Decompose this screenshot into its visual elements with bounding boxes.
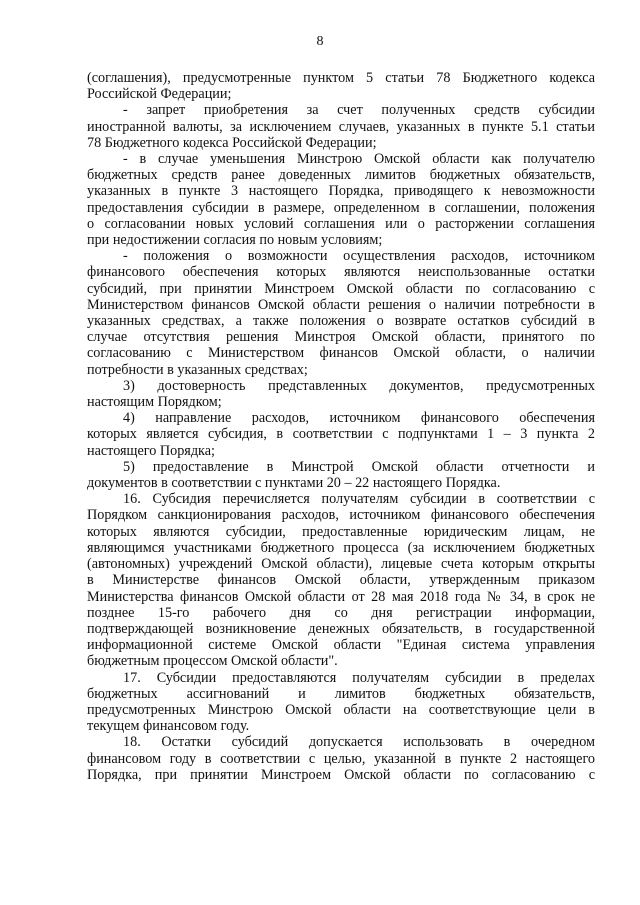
text-line: о согласовании новых условий соглашения или о расторжении соглашения: [87, 215, 595, 232]
text-line: иностранной валюты, за исключением случаев, указанных в пункте 5.1 статьи: [87, 118, 595, 135]
text-line: Порядком санкционирования расходов, источником финансового обеспечения: [87, 507, 595, 524]
text-line: являющимся участниками бюджетного процесса (за исключением бюджетных: [87, 539, 595, 556]
text-line: финансового обеспечения которых являются неиспользованные остатки: [87, 264, 595, 281]
text-line: Министерством финансов Омской области решения о наличии потребности в: [87, 296, 595, 313]
paragraph: [87, 248, 595, 378]
paragraph: [87, 378, 595, 410]
text-line: документов в соответствии с пунктами 20 – 22 настоящего Порядка.: [87, 475, 501, 492]
page-number: 8: [316, 34, 324, 49]
text-line: подтверждающей возникновение денежных обязательств, в государственной: [87, 620, 595, 637]
text-line: информационной системе Омской области "Единая система управления: [87, 637, 595, 654]
text-line: которых являются субсидии, предоставленные юридическим лицам, не: [87, 523, 595, 540]
text-line: (соглашения), предусмотренные пунктом 5 статьи 78 Бюджетного кодекса: [87, 70, 595, 86]
paragraph: [87, 151, 595, 248]
text-line: Министерства финансов Омской области от 28 мая 2018 года № 34, в срок не: [87, 588, 595, 605]
text-line: - положения о возможности осуществления расходов, источником: [123, 248, 595, 265]
paragraph: [87, 70, 595, 102]
text-line: указанных в пункте 3 настоящего Порядка, приводящего к невозможности: [87, 183, 595, 200]
text-line: - в случае уменьшения Минстрою Омской области как получателю: [123, 151, 595, 168]
text-line: указанных средствах, а также положения о возврате остатков субсидий в: [87, 313, 595, 330]
text-line: Российской Федерации;: [87, 86, 232, 103]
text-line: предоставления субсидии в размере, определенном в соглашении, положения: [87, 199, 595, 216]
paragraph: [87, 734, 595, 783]
text-line: бюджетных ассигнований и лимитов бюджетных обязательств,: [87, 685, 595, 702]
text-line: 78 Бюджетного кодекса Российской Федерации;: [87, 134, 377, 151]
text-line: финансовом году в соответствии с целью, указанной в пункте 2 настоящего: [87, 750, 595, 767]
text-line: позднее 15-го рабочего дня со дня регистрации информации,: [87, 604, 595, 621]
text-line: 17. Субсидии предоставляются получателям субсидии в пределах: [123, 669, 595, 686]
text-line: настоящим Порядком;: [87, 394, 222, 411]
paragraph: [87, 459, 595, 491]
text-line: Порядка, при принятии Минстроем Омской области по согласованию с: [87, 766, 595, 783]
text-line: случае отсутствия решения Минстроя Омской области, принятого по: [87, 329, 595, 346]
text-line: согласованию с Министерством финансов Омской области, о наличии: [87, 345, 595, 362]
text-line: бюджетных средств ранее доведенных лимитов бюджетных обязательств,: [87, 167, 595, 184]
text-line: настоящего Порядка;: [87, 442, 215, 459]
text-line: потребности в указанных средствах;: [87, 361, 308, 378]
text-line: субсидий, при принятии Минстроем Омской области по согласованию с: [87, 280, 595, 297]
text-line: при недостижении согласия по новым условиям;: [87, 232, 383, 249]
paragraph: [87, 491, 595, 669]
text-line: 3) достоверность представленных документов, предусмотренных: [123, 377, 595, 394]
text-line: бюджетным процессом Омской области".: [87, 653, 338, 670]
text-line: 4) направление расходов, источником финансового обеспечения: [123, 410, 595, 427]
text-line: предусмотренных Минстрою Омской области на соответствующие цели в: [87, 701, 595, 718]
text-line: 16. Субсидия перечисляется получателям субсидии в соответствии с: [123, 491, 595, 508]
text-line: (автономных) учреждений Омской области), лицевые счета которым открыты: [87, 556, 595, 573]
paragraph: [87, 102, 595, 151]
text-line: - запрет приобретения за счет полученных средств субсидии: [123, 102, 595, 119]
text-line: которых является субсидия, в соответствии с подпунктами 1 – 3 пункта 2: [87, 426, 595, 443]
text-line: 5) предоставление в Минстрой Омской области отчетности и: [123, 458, 595, 475]
paragraph: [87, 670, 595, 735]
text-line: 18. Остатки субсидий допускается использовать в очередном: [123, 734, 595, 751]
paragraph: [87, 410, 595, 459]
text-line: в Министерстве финансов Омской области, утвержденным приказом: [87, 572, 595, 589]
document-body: [87, 70, 595, 783]
text-line: текущем финансовом году.: [87, 718, 250, 735]
